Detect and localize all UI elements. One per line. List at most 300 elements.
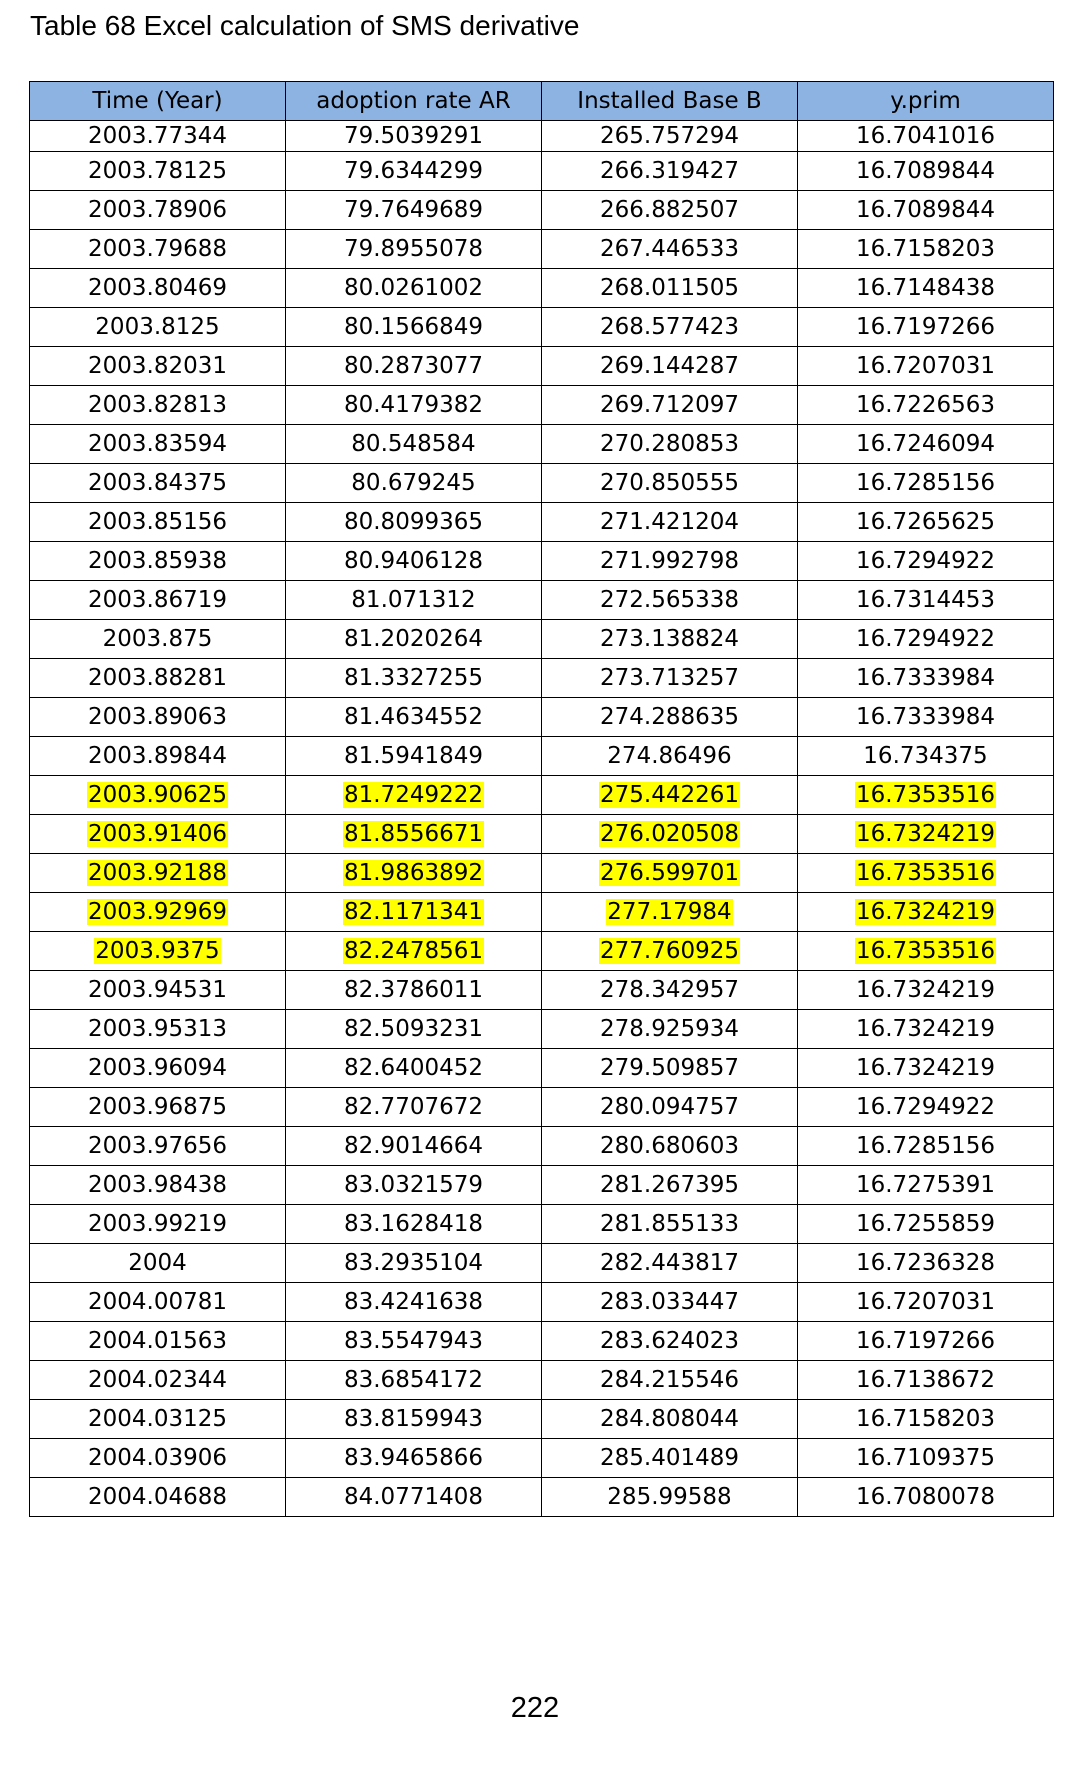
- time-cell: [30, 1244, 286, 1283]
- adoption-rate-cell: [286, 308, 542, 347]
- time-cell: [30, 269, 286, 308]
- y-prim-cell: [798, 1127, 1054, 1166]
- installed-base-cell: [542, 1400, 798, 1439]
- table-row: [30, 1127, 1054, 1166]
- cell-value: 282.443817: [599, 1250, 739, 1276]
- cell-value: 79.7649689: [343, 197, 483, 223]
- cell-value: 2004: [128, 1250, 187, 1276]
- cell-value: 81.3327255: [343, 665, 483, 691]
- cell-value: 2003.80469: [87, 275, 227, 301]
- adoption-rate-cell: [286, 425, 542, 464]
- adoption-rate-cell: [286, 971, 542, 1010]
- table-row: [30, 347, 1054, 386]
- y-prim-cell: [798, 1049, 1054, 1088]
- installed-base-cell: [542, 1439, 798, 1478]
- installed-base-cell: [542, 971, 798, 1010]
- y-prim-cell: [798, 659, 1054, 698]
- cell-value: 268.577423: [599, 314, 739, 340]
- table-row: [30, 308, 1054, 347]
- cell-value: 16.7089844: [855, 158, 995, 184]
- cell-value: 284.808044: [599, 1406, 739, 1432]
- adoption-rate-cell: [286, 1361, 542, 1400]
- column-header-adoption-rate: adoption rate AR: [286, 82, 542, 121]
- installed-base-cell: [542, 503, 798, 542]
- adoption-rate-cell: [286, 542, 542, 581]
- time-cell: [30, 308, 286, 347]
- cell-value: 16.7246094: [855, 431, 995, 457]
- cell-value: 2004.03125: [87, 1406, 227, 1432]
- cell-value: 81.4634552: [343, 704, 483, 730]
- cell-value: 271.992798: [599, 548, 739, 574]
- y-prim-cell: [798, 308, 1054, 347]
- adoption-rate-cell: [286, 1166, 542, 1205]
- cell-value: 82.6400452: [343, 1055, 483, 1081]
- cell-value: 279.509857: [599, 1055, 739, 1081]
- time-cell: [30, 1127, 286, 1166]
- cell-value: 16.7333984: [855, 704, 995, 730]
- y-prim-cell: [798, 152, 1054, 191]
- table-row-highlighted: [30, 893, 1054, 932]
- table-row: [30, 698, 1054, 737]
- cell-value: 2004.02344: [87, 1367, 227, 1393]
- installed-base-cell: [542, 230, 798, 269]
- installed-base-cell: [542, 581, 798, 620]
- time-cell: [30, 620, 286, 659]
- column-header-installed-base: Installed Base B: [542, 82, 798, 121]
- cell-value: 280.094757: [599, 1094, 739, 1120]
- y-prim-cell: [798, 269, 1054, 308]
- cell-value: 281.267395: [599, 1172, 739, 1198]
- y-prim-cell: [798, 121, 1054, 152]
- adoption-rate-cell: [286, 932, 542, 971]
- y-prim-cell: [798, 971, 1054, 1010]
- adoption-rate-cell: [286, 1400, 542, 1439]
- y-prim-cell: [798, 1439, 1054, 1478]
- table-row: [30, 121, 1054, 152]
- installed-base-cell: [542, 1478, 798, 1517]
- adoption-rate-cell: [286, 1478, 542, 1517]
- cell-value: 2003.89844: [87, 743, 227, 769]
- adoption-rate-cell: [286, 1010, 542, 1049]
- time-cell: [30, 464, 286, 503]
- installed-base-cell: [542, 386, 798, 425]
- cell-value: 278.342957: [599, 977, 739, 1003]
- cell-value: 275.442261: [599, 782, 739, 808]
- table-row: [30, 1088, 1054, 1127]
- y-prim-cell: [798, 815, 1054, 854]
- installed-base-cell: [542, 1127, 798, 1166]
- installed-base-cell: [542, 815, 798, 854]
- adoption-rate-cell: [286, 269, 542, 308]
- table-row: [30, 1361, 1054, 1400]
- cell-value: 79.8955078: [343, 236, 483, 262]
- cell-value: 80.9406128: [343, 548, 483, 574]
- time-cell: [30, 1478, 286, 1517]
- cell-value: 83.6854172: [343, 1367, 483, 1393]
- column-header-y-prim: y.prim: [798, 82, 1054, 121]
- cell-value: 16.7314453: [855, 587, 995, 613]
- cell-value: 2003.92188: [87, 860, 227, 886]
- cell-value: 16.7324219: [855, 1016, 995, 1042]
- time-cell: [30, 815, 286, 854]
- cell-value: 283.624023: [599, 1328, 739, 1354]
- cell-value: 2003.92969: [87, 899, 227, 925]
- time-cell: [30, 854, 286, 893]
- time-cell: [30, 503, 286, 542]
- cell-value: 271.421204: [599, 509, 739, 535]
- cell-value: 16.7294922: [855, 1094, 995, 1120]
- installed-base-cell: [542, 1049, 798, 1088]
- y-prim-cell: [798, 1322, 1054, 1361]
- cell-value: 16.7333984: [855, 665, 995, 691]
- cell-value: 16.7158203: [855, 1406, 995, 1432]
- cell-value: 2003.79688: [87, 236, 227, 262]
- y-prim-cell: [798, 1478, 1054, 1517]
- cell-value: 83.4241638: [343, 1289, 483, 1315]
- cell-value: 80.679245: [351, 470, 476, 496]
- cell-value: 80.8099365: [343, 509, 483, 535]
- time-cell: [30, 1361, 286, 1400]
- adoption-rate-cell: [286, 620, 542, 659]
- table-caption: Table 68 Excel calculation of SMS derivative: [30, 10, 580, 41]
- installed-base-cell: [542, 659, 798, 698]
- cell-value: 79.6344299: [343, 158, 483, 184]
- cell-value: 16.7080078: [855, 1484, 995, 1510]
- cell-value: 2003.85156: [87, 509, 227, 535]
- time-cell: [30, 698, 286, 737]
- installed-base-cell: [542, 1166, 798, 1205]
- cell-value: 16.7285156: [855, 1133, 995, 1159]
- y-prim-cell: [798, 1244, 1054, 1283]
- cell-value: 16.7324219: [855, 899, 995, 925]
- cell-value: 16.7353516: [855, 938, 995, 964]
- cell-value: 269.144287: [599, 353, 739, 379]
- adoption-rate-cell: [286, 191, 542, 230]
- time-cell: [30, 1322, 286, 1361]
- y-prim-cell: [798, 191, 1054, 230]
- y-prim-cell: [798, 1010, 1054, 1049]
- cell-value: 16.7324219: [855, 977, 995, 1003]
- cell-value: 82.1171341: [343, 899, 483, 925]
- cell-value: 80.548584: [351, 431, 476, 457]
- adoption-rate-cell: [286, 464, 542, 503]
- time-cell: [30, 191, 286, 230]
- cell-value: 81.2020264: [343, 626, 483, 652]
- adoption-rate-cell: [286, 1439, 542, 1478]
- cell-value: 2003.86719: [87, 587, 227, 613]
- table-row: [30, 152, 1054, 191]
- y-prim-cell: [798, 503, 1054, 542]
- cell-value: 281.855133: [599, 1211, 739, 1237]
- cell-value: 16.7236328: [855, 1250, 995, 1276]
- table-row: [30, 737, 1054, 776]
- time-cell: [30, 737, 286, 776]
- time-cell: [30, 386, 286, 425]
- cell-value: 273.713257: [599, 665, 739, 691]
- table-row: [30, 620, 1054, 659]
- y-prim-cell: [798, 581, 1054, 620]
- cell-value: 16.7353516: [855, 860, 995, 886]
- cell-value: 83.5547943: [343, 1328, 483, 1354]
- cell-value: 284.215546: [599, 1367, 739, 1393]
- adoption-rate-cell: [286, 854, 542, 893]
- adoption-rate-cell: [286, 698, 542, 737]
- y-prim-cell: [798, 932, 1054, 971]
- time-cell: [30, 347, 286, 386]
- cell-value: 277.17984: [607, 899, 732, 925]
- cell-value: 16.7255859: [855, 1211, 995, 1237]
- cell-value: 2003.95313: [87, 1016, 227, 1042]
- cell-value: 276.599701: [599, 860, 739, 886]
- table-row: [30, 191, 1054, 230]
- table-row: [30, 425, 1054, 464]
- y-prim-cell: [798, 1400, 1054, 1439]
- installed-base-cell: [542, 464, 798, 503]
- y-prim-cell: [798, 893, 1054, 932]
- adoption-rate-cell: [286, 503, 542, 542]
- time-cell: [30, 776, 286, 815]
- cell-value: 273.138824: [599, 626, 739, 652]
- adoption-rate-cell: [286, 230, 542, 269]
- cell-value: 2003.82031: [87, 353, 227, 379]
- cell-value: 2003.85938: [87, 548, 227, 574]
- table-row: [30, 1244, 1054, 1283]
- time-cell: [30, 932, 286, 971]
- y-prim-cell: [798, 1166, 1054, 1205]
- cell-value: 2003.9375: [95, 938, 220, 964]
- installed-base-cell: [542, 854, 798, 893]
- y-prim-cell: [798, 776, 1054, 815]
- y-prim-cell: [798, 737, 1054, 776]
- table-row: [30, 1283, 1054, 1322]
- header-row: [30, 82, 1054, 121]
- time-cell: [30, 1205, 286, 1244]
- adoption-rate-cell: [286, 1127, 542, 1166]
- installed-base-cell: [542, 776, 798, 815]
- cell-value: 16.7197266: [855, 314, 995, 340]
- cell-value: 16.7207031: [855, 1289, 995, 1315]
- adoption-rate-cell: [286, 152, 542, 191]
- installed-base-cell: [542, 1322, 798, 1361]
- time-cell: [30, 1049, 286, 1088]
- adoption-rate-cell: [286, 893, 542, 932]
- adoption-rate-cell: [286, 659, 542, 698]
- adoption-rate-cell: [286, 815, 542, 854]
- cell-value: 267.446533: [599, 236, 739, 262]
- cell-value: 16.7148438: [855, 275, 995, 301]
- cell-value: 16.7324219: [855, 821, 995, 847]
- time-cell: [30, 230, 286, 269]
- cell-value: 2003.98438: [87, 1172, 227, 1198]
- cell-value: 277.760925: [599, 938, 739, 964]
- cell-value: 82.9014664: [343, 1133, 483, 1159]
- installed-base-cell: [542, 1244, 798, 1283]
- table-body: [30, 121, 1054, 1517]
- cell-value: 2003.78125: [87, 158, 227, 184]
- adoption-rate-cell: [286, 737, 542, 776]
- adoption-rate-cell: [286, 1088, 542, 1127]
- cell-value: 2003.89063: [87, 704, 227, 730]
- cell-value: 16.7158203: [855, 236, 995, 262]
- adoption-rate-cell: [286, 581, 542, 620]
- cell-value: 2003.99219: [87, 1211, 227, 1237]
- time-cell: [30, 121, 286, 152]
- cell-value: 2003.8125: [95, 314, 220, 340]
- cell-value: 268.011505: [599, 275, 739, 301]
- cell-value: 2003.78906: [87, 197, 227, 223]
- sms-derivative-table: [29, 81, 1054, 1517]
- time-cell: [30, 581, 286, 620]
- cell-value: 81.071312: [351, 587, 476, 613]
- installed-base-cell: [542, 932, 798, 971]
- cell-value: 2003.90625: [87, 782, 227, 808]
- cell-value: 79.5039291: [343, 123, 483, 149]
- cell-value: 2003.83594: [87, 431, 227, 457]
- cell-value: 285.99588: [607, 1484, 732, 1510]
- cell-value: 16.7265625: [855, 509, 995, 535]
- y-prim-cell: [798, 425, 1054, 464]
- cell-value: 16.7294922: [855, 626, 995, 652]
- cell-value: 80.2873077: [343, 353, 483, 379]
- cell-value: 2004.01563: [87, 1328, 227, 1354]
- cell-value: 82.3786011: [343, 977, 483, 1003]
- adoption-rate-cell: [286, 1322, 542, 1361]
- cell-value: 2004.00781: [87, 1289, 227, 1315]
- y-prim-cell: [798, 1205, 1054, 1244]
- table-row: [30, 1205, 1054, 1244]
- table-row: [30, 1166, 1054, 1205]
- cell-value: 2003.96875: [87, 1094, 227, 1120]
- installed-base-cell: [542, 269, 798, 308]
- adoption-rate-cell: [286, 121, 542, 152]
- cell-value: 269.712097: [599, 392, 739, 418]
- cell-value: 16.7089844: [855, 197, 995, 223]
- time-cell: [30, 1283, 286, 1322]
- cell-value: 82.7707672: [343, 1094, 483, 1120]
- time-cell: [30, 1166, 286, 1205]
- time-cell: [30, 152, 286, 191]
- cell-value: 280.680603: [599, 1133, 739, 1159]
- cell-value: 16.7197266: [855, 1328, 995, 1354]
- page-number: 222: [510, 1692, 560, 1724]
- time-cell: [30, 542, 286, 581]
- cell-value: 16.7226563: [855, 392, 995, 418]
- cell-value: 270.280853: [599, 431, 739, 457]
- y-prim-cell: [798, 854, 1054, 893]
- cell-value: 83.2935104: [343, 1250, 483, 1276]
- cell-value: 266.319427: [599, 158, 739, 184]
- cell-value: 2003.875: [102, 626, 213, 652]
- y-prim-cell: [798, 230, 1054, 269]
- table-row: [30, 1010, 1054, 1049]
- adoption-rate-cell: [286, 386, 542, 425]
- cell-value: 2003.96094: [87, 1055, 227, 1081]
- cell-value: 270.850555: [599, 470, 739, 496]
- cell-value: 83.1628418: [343, 1211, 483, 1237]
- table-row: [30, 581, 1054, 620]
- cell-value: 83.0321579: [343, 1172, 483, 1198]
- cell-value: 80.4179382: [343, 392, 483, 418]
- y-prim-cell: [798, 620, 1054, 659]
- installed-base-cell: [542, 620, 798, 659]
- installed-base-cell: [542, 152, 798, 191]
- table-row: [30, 1049, 1054, 1088]
- adoption-rate-cell: [286, 1244, 542, 1283]
- cell-value: 274.288635: [599, 704, 739, 730]
- cell-value: 81.9863892: [343, 860, 483, 886]
- y-prim-cell: [798, 1283, 1054, 1322]
- installed-base-cell: [542, 347, 798, 386]
- cell-value: 16.7324219: [855, 1055, 995, 1081]
- time-cell: [30, 1400, 286, 1439]
- cell-value: 2003.82813: [87, 392, 227, 418]
- cell-value: 2003.77344: [87, 123, 227, 149]
- installed-base-cell: [542, 1010, 798, 1049]
- installed-base-cell: [542, 1283, 798, 1322]
- cell-value: 80.1566849: [343, 314, 483, 340]
- time-cell: [30, 425, 286, 464]
- table-row-highlighted: [30, 854, 1054, 893]
- cell-value: 265.757294: [599, 123, 739, 149]
- cell-value: 2003.94531: [87, 977, 227, 1003]
- cell-value: 16.7138672: [855, 1367, 995, 1393]
- time-cell: [30, 659, 286, 698]
- y-prim-cell: [798, 698, 1054, 737]
- cell-value: 2004.03906: [87, 1445, 227, 1471]
- cell-value: 81.8556671: [343, 821, 483, 847]
- cell-value: 272.565338: [599, 587, 739, 613]
- time-cell: [30, 1088, 286, 1127]
- adoption-rate-cell: [286, 776, 542, 815]
- cell-value: 84.0771408: [343, 1484, 483, 1510]
- y-prim-cell: [798, 1088, 1054, 1127]
- time-cell: [30, 1439, 286, 1478]
- cell-value: 285.401489: [599, 1445, 739, 1471]
- cell-value: 82.2478561: [343, 938, 483, 964]
- cell-value: 82.5093231: [343, 1016, 483, 1042]
- cell-value: 16.7275391: [855, 1172, 995, 1198]
- table-row-highlighted: [30, 776, 1054, 815]
- installed-base-cell: [542, 308, 798, 347]
- table-row: [30, 269, 1054, 308]
- table-row-highlighted: [30, 932, 1054, 971]
- cell-value: 16.7109375: [855, 1445, 995, 1471]
- table-row: [30, 1439, 1054, 1478]
- time-cell: [30, 1010, 286, 1049]
- cell-value: 2003.97656: [87, 1133, 227, 1159]
- cell-value: 274.86496: [607, 743, 732, 769]
- table-row: [30, 386, 1054, 425]
- cell-value: 16.7285156: [855, 470, 995, 496]
- adoption-rate-cell: [286, 1283, 542, 1322]
- cell-value: 2004.04688: [87, 1484, 227, 1510]
- table-row: [30, 503, 1054, 542]
- cell-value: 80.0261002: [343, 275, 483, 301]
- table-row: [30, 1322, 1054, 1361]
- cell-value: 83.9465866: [343, 1445, 483, 1471]
- cell-value: 283.033447: [599, 1289, 739, 1315]
- cell-value: 16.7294922: [855, 548, 995, 574]
- installed-base-cell: [542, 1361, 798, 1400]
- adoption-rate-cell: [286, 1205, 542, 1244]
- table-row: [30, 971, 1054, 1010]
- table-row: [30, 1478, 1054, 1517]
- table-row: [30, 1400, 1054, 1439]
- y-prim-cell: [798, 464, 1054, 503]
- installed-base-cell: [542, 191, 798, 230]
- installed-base-cell: [542, 121, 798, 152]
- table-row: [30, 542, 1054, 581]
